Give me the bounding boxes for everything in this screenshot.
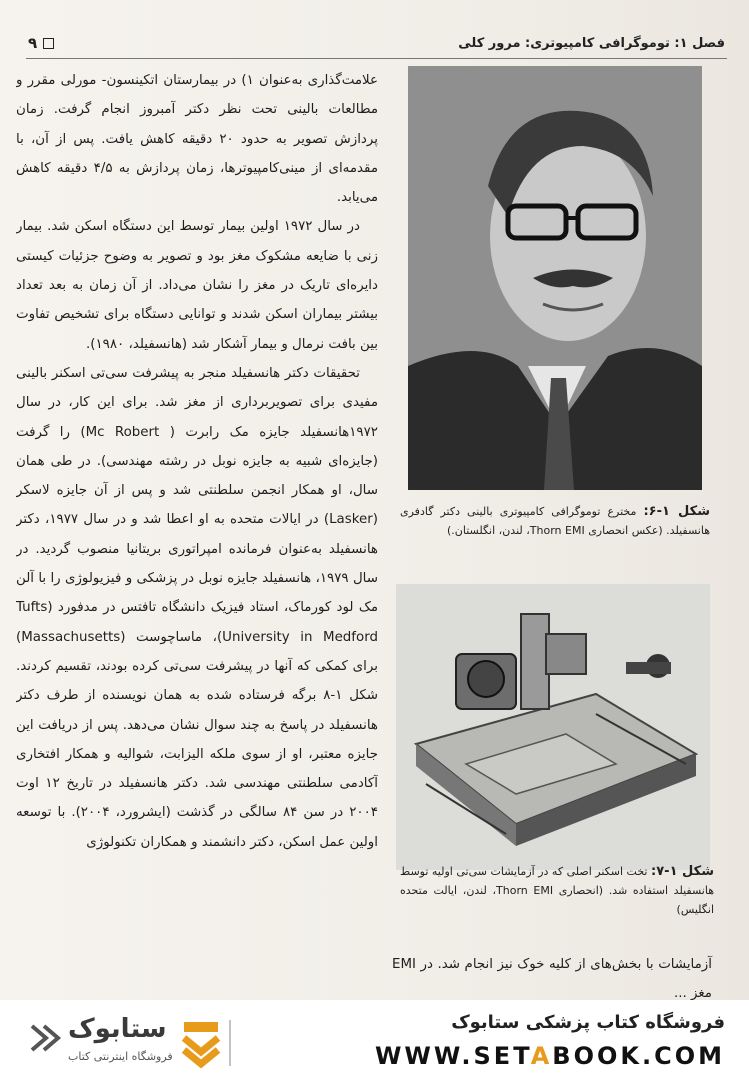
- chapter-title: فصل ۱: توموگرافی کامپیوتری: مرور کلی: [458, 36, 725, 51]
- figure-caption: [400, 502, 710, 540]
- store-url[interactable]: [375, 1042, 725, 1070]
- figure-caption-text: مخترع توموگرافی کامپیوتری بالینی دکتر گادفری هانسفیلد. (عکس انحصاری Thorn EMI، لندن، انگلستان.): [400, 505, 710, 537]
- paragraph: علامت‌گذاری به‌عنوان ۱) در بیمارستان اتکینسون- مورلی مقرر و مطالعات بالینی تحت نظر دکتر آمبروز انجام گرفت. زمان پردازش تصویر به حدود ۲۰ دقیقه کاهش یافت. پس از آن، با مقدمه‌ای از مینی‌کامپیوترها، زمان پردازش به ۴/۵ دقیقه کاهش می‌یابد.: [16, 73, 378, 206]
- page-number-block: [28, 34, 54, 52]
- store-banner: [0, 1000, 749, 1080]
- figure-label: شکل ۱-۷:: [651, 864, 714, 879]
- paragraph: تحقیقات دکتر هانسفیلد منجر به پیشرفت سی‌تی اسکنر بالینی مفیدی برای تصویربرداری از مغز شد. برای این کار، در سال ۱۹۷۲هانسفیلد جایزه مک رابرت ( Mc Robert) را گرفت (جایزه‌ای شبیه به جایزه نوبل در رشته مهندسی). در طی همان سال، او همکار انجمن سلطنتی شد و پس از آن جایزه لاسکر (Lasker) در ایالات متحده به او اعطا شد و در سال ۱۹۷۷، دکتر هانسفیلد به‌عنوان فرمانده امپراتوری بریتانیا منصوب گردید. در سال ۱۹۷۹، هانسفیلد جایزه نوبل در پزشکی و فیزیولوژی را با آلن مک لود کورماک، استاد فیزیک دانشگاه تافتس در مدفورد (Tufts University in Medford)، ماساچوست (Massachusetts) برای کمکی که آنها در پیشرفت سی‌تی کرده بودند، تقسیم کردند. شکل ۱-۸ برگه فرستاده شده به همان نویسنده از طرف دکتر هانسفیلد در پاسخ به چند سوال نشان می‌دهد. پس از دریافت این جایزه معتبر، او از سوی ملکه الیزابت، شوالیه و همکار افتخاری آکادمی سلطنتی مهندسی شد. دکتر هانسفیلد در تاریخ ۱۲ اوت ۲۰۰۴ در سن ۸۴ سالگی در گذشت (ایشرورد، ۲۰۰۴). با توسعه اولین عمل اسکن، دکتر دانشمند و همکاران تکنولوژی: [16, 365, 378, 850]
- store-url-accent: A: [530, 1042, 553, 1070]
- logo-wordmark: ستابوک: [68, 1014, 167, 1044]
- page-number: ۹: [28, 34, 38, 52]
- store-url-prefix: WWW.SET: [374, 1042, 531, 1070]
- square-ornament-icon: [43, 38, 54, 49]
- store-url-suffix: BOOK.COM: [552, 1042, 725, 1070]
- portrait-photo: [408, 66, 702, 490]
- body-text-continued: آزمایشات با بخش‌های از کلیه خوک نیز انجام شد. در EMI مغز ...: [392, 957, 712, 1000]
- paragraph: در سال ۱۹۷۲ اولین بیمار توسط این دستگاه اسکن شد. بیمار زنی با ضایعه مشکوک مغز بود و تصویر به وضوح جزئیات کیستی دایره‌ای تاریک در مغز را نشان می‌داد. از آن زمان به بعد تعداد بیشتر بیماران اسکن شدند و توانایی دستگاه برای تشخیص تفاوت بین بافت نرمال و بیمار آشکار شد (هانسفیلد، ۱۹۸۰).: [16, 219, 378, 352]
- header-rule: [26, 58, 727, 59]
- figure-caption: [400, 862, 714, 919]
- body-text-column: [16, 66, 378, 1000]
- store-name: فروشگاه کتاب پزشکی ستابوک: [451, 1012, 725, 1033]
- figure-label: شکل ۱-۶:: [643, 504, 710, 519]
- running-header: [28, 30, 725, 58]
- figure-caption-text: تخت اسکنر اصلی که در آزمایشات سی‌تی اولیه توسط هانسفیلد استفاده شد. (انحصاری Thorn EMI، لندن، ایالت متحده انگلیس): [400, 865, 715, 916]
- setabook-logo: [24, 1012, 294, 1072]
- scanner-photo: [396, 584, 710, 870]
- logo-subtitle: فروشگاه اینترنتی کتاب: [68, 1050, 173, 1063]
